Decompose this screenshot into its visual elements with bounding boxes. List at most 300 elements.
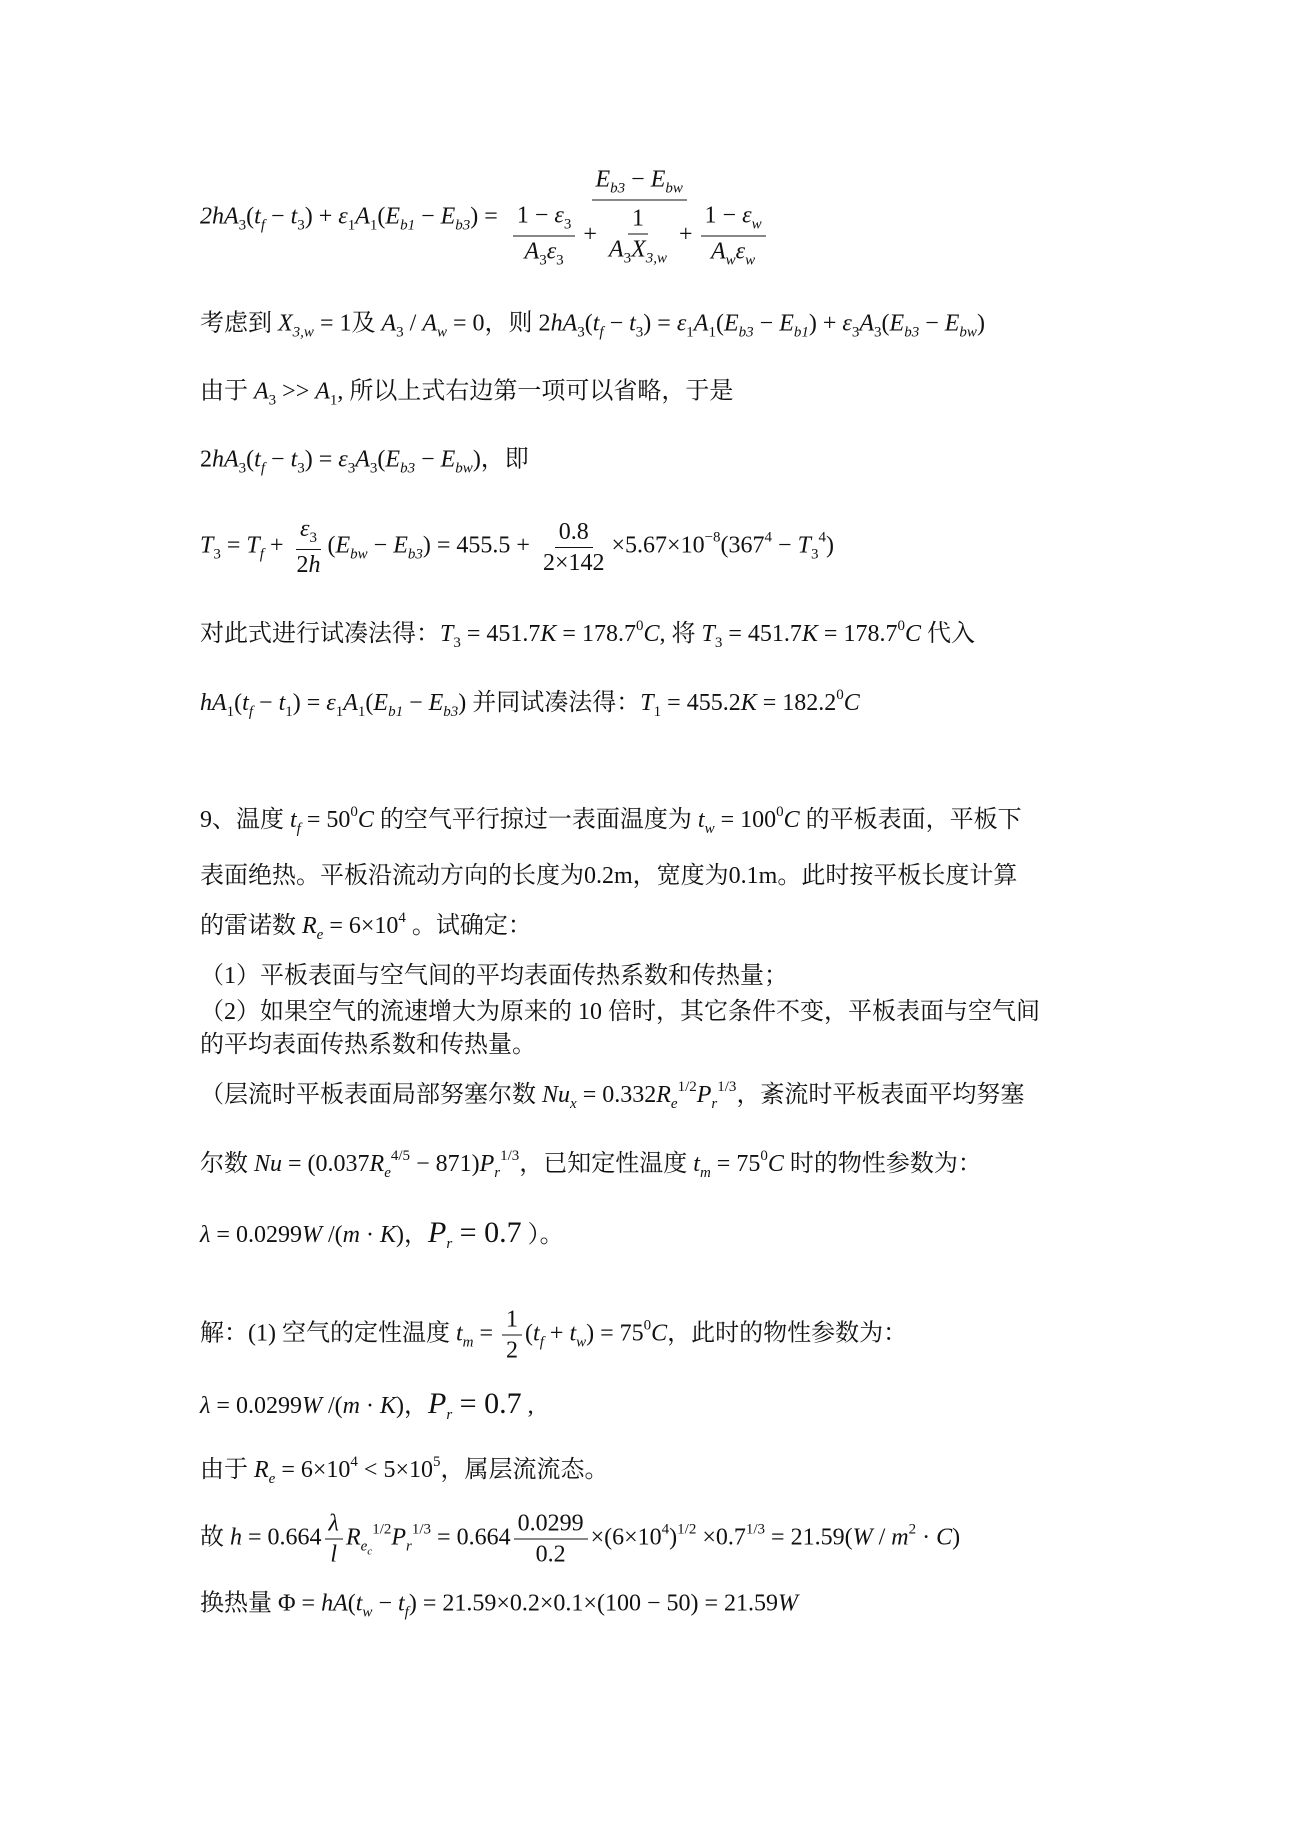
math-symbol: W [301, 1393, 322, 1419]
fraction [514, 1512, 588, 1567]
text-run: − [772, 532, 798, 559]
math-symbol: f [539, 1334, 544, 1351]
text-line [200, 1000, 1110, 1024]
math-symbol: r [711, 1096, 718, 1112]
math-symbol: hA [212, 446, 239, 473]
text-run: / [403, 310, 423, 337]
math-symbol: x [570, 1096, 577, 1112]
text-run: − [372, 1590, 398, 1617]
text-run: ( [377, 203, 386, 230]
math-symbol: Nu [542, 1082, 571, 1108]
math-symbol: = 0.7 [452, 1216, 522, 1249]
denominator [532, 1540, 570, 1567]
numerator [513, 204, 576, 237]
math-symbol: w [725, 252, 736, 269]
math-symbol: λ [328, 1510, 339, 1537]
math-symbol: 3 [213, 546, 221, 563]
math-symbol: t [254, 446, 261, 473]
math-symbol: R [254, 1457, 269, 1483]
math-symbol: E [385, 203, 401, 230]
math-symbol: C [843, 690, 860, 716]
text-run: = 178.7 [817, 621, 898, 647]
math-symbol: bw [455, 460, 473, 477]
text-run: = [473, 1320, 500, 1347]
numerator [592, 168, 687, 201]
text-run: 的平板表面，平板下 [799, 807, 1022, 833]
math-symbol: e [316, 927, 324, 943]
text-line [200, 964, 1110, 988]
text-run: ( [365, 690, 374, 716]
math-symbol: T [797, 532, 811, 559]
math-symbol: E [440, 203, 456, 230]
text-run: 解：(1) 空气的定性温度 [200, 1320, 456, 1347]
math-symbol: ε [842, 310, 852, 337]
math-symbol: K [379, 1393, 396, 1419]
text-run: ) = [643, 310, 677, 337]
text-run: = 0.0299 [210, 1393, 302, 1419]
math-symbol: b3 [455, 217, 471, 234]
text-run: = 0.0299 [210, 1222, 302, 1248]
denominator [507, 201, 772, 269]
math-symbol: e [268, 1471, 276, 1487]
math-symbol: 3,w [292, 324, 314, 341]
text-run: ) [952, 1524, 961, 1551]
math-symbol: w [576, 1334, 587, 1351]
numerator [325, 1512, 343, 1540]
fraction [539, 520, 609, 575]
text-run: = 451.7 [722, 621, 802, 647]
text-run: = 75 [710, 1151, 761, 1177]
text-run: ，紊流时平板表面平均努塞 [736, 1082, 1025, 1108]
math-symbol: ε [338, 446, 348, 473]
text-line [200, 1512, 1110, 1567]
text-run: − [367, 532, 394, 559]
math-symbol: e [360, 1538, 368, 1555]
math-symbol: t [693, 1151, 700, 1177]
math-symbol: 1 [708, 324, 716, 341]
math-symbol: λ [200, 1222, 211, 1248]
text-run: 1 [506, 1306, 519, 1333]
text-run: 1 − [516, 202, 555, 229]
text-run: ，属层流流态。 [440, 1457, 609, 1483]
math-symbol: T [200, 532, 214, 559]
text-run: 的雷诺数 [200, 913, 302, 939]
math-symbol: f [404, 1604, 409, 1621]
math-symbol: 3 [810, 546, 819, 563]
text-run: ( [584, 310, 593, 337]
text-run: /( [321, 1393, 343, 1419]
math-symbol: A [343, 690, 358, 716]
math-symbol: A [608, 236, 624, 262]
text-run: , [521, 1393, 534, 1419]
text-run: − [919, 310, 945, 337]
text-line [200, 517, 1110, 577]
math-symbol: 3 [851, 324, 860, 341]
denominator [539, 548, 609, 575]
math-symbol: E [723, 310, 739, 337]
text-run: ( [246, 203, 255, 230]
math-symbol: 0 [635, 618, 644, 634]
text-run: − [403, 690, 429, 716]
math-symbol: E [650, 166, 666, 193]
math-symbol: T [701, 621, 715, 647]
math-symbol: C [651, 1320, 668, 1347]
math-symbol: A [381, 310, 397, 337]
math-symbol: b3 [904, 324, 920, 341]
math-symbol: 1/3 [411, 1521, 432, 1538]
text-run: 1 [631, 205, 644, 231]
math-symbol: 1/2 [677, 1521, 697, 1538]
math-symbol: E [944, 310, 960, 337]
denominator [707, 237, 759, 269]
math-symbol: T [640, 690, 654, 716]
text-run: = 1及 [313, 310, 382, 337]
math-symbol: W [778, 1590, 799, 1617]
math-symbol: 1 [226, 704, 235, 720]
math-symbol: 3 [874, 324, 882, 341]
math-symbol: hA [550, 310, 578, 337]
text-run: − [415, 203, 441, 230]
math-symbol: b3 [738, 324, 754, 341]
text-run: ×0.7 [696, 1524, 746, 1551]
text-line [200, 619, 1110, 651]
math-symbol: t [355, 1590, 363, 1617]
math-symbol: 1 [329, 392, 338, 409]
text-run: (367 [720, 532, 765, 559]
text-run: = 451.7 [460, 621, 541, 647]
math-symbol: P [391, 1524, 407, 1551]
math-symbol: 0 [836, 687, 844, 703]
text-line [200, 1149, 1110, 1181]
text-run: 2 [296, 552, 309, 578]
math-symbol: t [290, 203, 298, 230]
text-line [200, 1308, 1110, 1363]
fraction [292, 517, 324, 577]
numerator [555, 520, 593, 548]
math-symbol: K [379, 1222, 396, 1248]
math-symbol: r [494, 1165, 501, 1181]
math-symbol: T [246, 532, 260, 559]
math-symbol: w [745, 252, 756, 269]
math-symbol: 3 [347, 460, 356, 477]
text-run: 由于 [200, 378, 254, 405]
text-run: · [916, 1524, 937, 1551]
text-run: − [265, 446, 291, 473]
math-symbol: e [670, 1096, 678, 1112]
text-run: ) = [304, 446, 339, 473]
text-run: = 6×10 [323, 913, 399, 939]
math-symbol: 3 [309, 530, 317, 546]
math-symbol: 1 [369, 217, 378, 234]
text-run: ) + [808, 310, 843, 337]
text-run: 时的物性参数为： [783, 1151, 982, 1177]
math-symbol: E [440, 446, 456, 473]
math-symbol: bw [665, 180, 683, 197]
math-symbol: 0 [350, 804, 358, 820]
text-run: （层流时平板表面局部努塞尔数 [200, 1082, 542, 1108]
math-symbol: 4 [818, 529, 826, 546]
math-symbol: w [437, 324, 448, 341]
math-symbol: A [524, 238, 540, 265]
text-run: − [415, 446, 441, 473]
text-run: ( [525, 1320, 534, 1347]
math-symbol: r [446, 1407, 453, 1423]
math-symbol: w [751, 216, 762, 233]
math-symbol: b1 [388, 704, 404, 720]
math-symbol: w [362, 1604, 373, 1621]
math-symbol: ε [546, 238, 557, 265]
math-symbol: 2hA [200, 203, 239, 230]
math-symbol: 0 [760, 1148, 768, 1164]
fraction [502, 1308, 522, 1363]
math-symbol: 3 [238, 217, 247, 234]
numerator [502, 1308, 522, 1336]
fraction [701, 204, 766, 269]
math-symbol: 2 [908, 1521, 917, 1538]
math-symbol: 1/3 [500, 1148, 520, 1164]
math-symbol: E [385, 446, 401, 473]
text-line [200, 911, 1110, 943]
text-line [200, 805, 1110, 837]
math-symbol: t [569, 1320, 577, 1347]
math-symbol: R [345, 1524, 361, 1551]
math-symbol: C [904, 621, 921, 647]
text-line [200, 1455, 1110, 1487]
math-symbol: 1 [347, 217, 356, 234]
text-run: 对此式进行试凑法得： [200, 621, 440, 647]
denominator [521, 237, 568, 269]
math-symbol: −8 [704, 529, 721, 546]
math-symbol: t [629, 310, 636, 337]
text-run: = 0，则 2 [447, 310, 551, 337]
text-run: · [359, 1393, 380, 1419]
math-symbol: 3 [297, 217, 305, 234]
numerator [628, 206, 648, 234]
text-line [200, 168, 1110, 269]
math-symbol: bw [959, 324, 977, 341]
text-run: 0.8 [558, 518, 589, 545]
text-line [200, 688, 1110, 720]
math-symbol: ε [326, 690, 336, 716]
math-symbol: 1 [357, 704, 366, 720]
math-symbol: λ [200, 1393, 211, 1419]
text-run: )， [395, 1393, 428, 1419]
denominator [326, 1540, 341, 1567]
text-line [200, 1033, 1110, 1057]
math-symbol: b3 [400, 460, 416, 477]
text-run: 0.0299 [517, 1510, 584, 1537]
text-run: , 所以上式右边第一项可以省略，于是 [337, 378, 734, 405]
math-symbol: t [397, 1590, 405, 1617]
math-symbol: E [428, 690, 444, 716]
text-run: ) = 455.5 + [422, 532, 536, 559]
math-symbol: b1 [400, 217, 416, 234]
text-run: 考虑到 [200, 310, 278, 337]
text-run: 换热量 Φ = [200, 1590, 322, 1617]
text-run: 2 [200, 446, 212, 473]
text-run: ) = 75 [586, 1320, 644, 1347]
text-run: − [253, 690, 279, 716]
math-symbol: 3 [623, 250, 632, 266]
denominator [605, 234, 671, 266]
math-symbol: P [479, 1151, 495, 1177]
math-symbol: ε [300, 516, 310, 542]
text-run: = 6×10 [275, 1457, 351, 1483]
fraction [325, 1512, 343, 1567]
math-symbol: hA [200, 690, 227, 716]
text-run: ( [246, 446, 255, 473]
math-symbol: t [697, 807, 705, 833]
text-run: , 将 [659, 621, 702, 647]
math-symbol: E [373, 690, 389, 716]
math-symbol: 3 [556, 252, 564, 269]
math-symbol: P [696, 1082, 712, 1108]
text-run: = [220, 532, 247, 559]
math-symbol: 4 [764, 529, 773, 546]
math-symbol: w [704, 821, 715, 837]
math-symbol: r [446, 1236, 453, 1252]
text-run: 由于 [200, 1457, 254, 1483]
math-symbol: 3 [714, 635, 723, 651]
math-symbol: = 0.7 [452, 1387, 522, 1420]
text-run: 表面绝热。平板沿流动方向的长度为0.2m，宽度为0.1m。此时按平板长度计算 [200, 863, 1018, 889]
math-symbol: E [779, 310, 794, 337]
math-symbol: P [427, 1387, 447, 1420]
math-symbol: Nu [254, 1151, 283, 1177]
math-symbol: A [254, 378, 269, 405]
math-symbol: t [455, 1320, 463, 1347]
fraction [507, 168, 772, 269]
math-symbol: E [595, 166, 611, 193]
text-run: >> [276, 378, 316, 405]
math-symbol: 5 [433, 1454, 441, 1470]
text-run: = 455.2 [661, 690, 741, 716]
math-symbol: K [740, 690, 757, 716]
text-run: = 0.664 [431, 1524, 511, 1551]
math-symbol: C [936, 1524, 953, 1551]
text-run: （2）如果空气的流速增大为原来的 10 倍时，其它条件不变，平板表面与空气间 [200, 999, 1040, 1025]
math-symbol: ε [735, 238, 746, 265]
math-symbol: R [302, 913, 317, 939]
text-run: ，已知定性温度 [519, 1151, 694, 1177]
text-line [200, 1592, 1110, 1621]
text-run: − [265, 203, 291, 230]
math-symbol: l [330, 1541, 338, 1568]
fraction [513, 204, 576, 269]
math-symbol: A [859, 310, 875, 337]
math-symbol: 3 [539, 252, 547, 269]
text-run: / [872, 1524, 892, 1551]
math-symbol: 3,w [645, 250, 667, 266]
math-symbol: t [290, 446, 298, 473]
math-symbol: f [259, 546, 264, 563]
text-run: · [359, 1222, 380, 1248]
math-symbol: b1 [793, 324, 809, 341]
math-symbol: 3 [563, 216, 572, 233]
text-run: + [543, 1320, 570, 1347]
math-symbol: m [342, 1393, 360, 1419]
text-run: ）。 [521, 1222, 564, 1248]
math-symbol: P [427, 1216, 447, 1249]
numerator [701, 204, 766, 237]
text-run: 的平均表面传热系数和传热量。 [200, 1032, 536, 1058]
text-run: 9、温度 [200, 807, 290, 833]
math-symbol: 3 [396, 324, 404, 341]
math-symbol: ε [338, 203, 348, 230]
math-symbol: A [355, 446, 370, 473]
text-line [200, 1080, 1110, 1112]
math-symbol: r [406, 1538, 412, 1555]
math-symbol: t [278, 690, 286, 716]
math-symbol: W [301, 1222, 322, 1248]
math-symbol: A [315, 378, 330, 405]
text-run: + [673, 221, 699, 248]
math-symbol: 3 [453, 635, 461, 651]
math-symbol: 4 [350, 1454, 358, 1470]
text-run: （1）平板表面与空气间的平均表面传热系数和传热量； [200, 963, 788, 989]
math-symbol: ε [676, 310, 687, 337]
math-symbol: C [357, 807, 374, 833]
text-line [200, 1218, 1110, 1252]
text-run: 代入 [920, 621, 975, 647]
text-run: )， [395, 1222, 428, 1248]
text-run: = 0.664 [242, 1524, 322, 1551]
text-run: + [263, 532, 290, 559]
denominator [292, 550, 324, 577]
text-run: − [753, 310, 780, 337]
math-symbol: b3 [443, 704, 459, 720]
text-line [200, 1389, 1110, 1423]
text-run: 故 [200, 1524, 230, 1551]
math-symbol: ε [554, 202, 564, 229]
text-run: ) [669, 1524, 678, 1551]
math-symbol: 1 [653, 704, 662, 720]
text-run: = 0.332 [576, 1082, 657, 1108]
math-symbol: 3 [268, 392, 277, 409]
math-symbol: t [242, 690, 249, 716]
text-run: ( [327, 532, 336, 559]
math-symbol: b3 [407, 546, 423, 563]
text-run: 0.2 [535, 1541, 566, 1568]
math-symbol: 1 [285, 704, 293, 720]
math-symbol: A [422, 310, 437, 337]
text-run: ( [715, 310, 724, 337]
text-run: 。试确定： [405, 913, 532, 939]
numerator [296, 517, 321, 550]
numerator [514, 1512, 588, 1540]
math-symbol: 3 [238, 460, 247, 477]
text-line [200, 864, 1110, 888]
text-run: = 21.59( [765, 1524, 853, 1551]
math-symbol: t [533, 1320, 540, 1347]
text-run: = 100 [714, 807, 777, 833]
text-run: ) [976, 310, 985, 337]
text-run: 2 [506, 1337, 519, 1364]
text-run: /( [321, 1222, 343, 1248]
math-symbol: f [599, 324, 604, 341]
math-symbol: 3 [297, 460, 305, 477]
math-symbol: A [693, 310, 709, 337]
math-symbol: E [335, 532, 351, 559]
math-symbol: 3 [635, 324, 644, 341]
text-run: 2×142 [542, 549, 605, 576]
math-symbol: 1/3 [745, 1521, 766, 1538]
math-symbol: ε [742, 202, 752, 229]
math-symbol: t [254, 203, 261, 230]
math-symbol: 3 [577, 324, 585, 341]
math-symbol: R [369, 1151, 385, 1177]
denominator [502, 1336, 522, 1363]
